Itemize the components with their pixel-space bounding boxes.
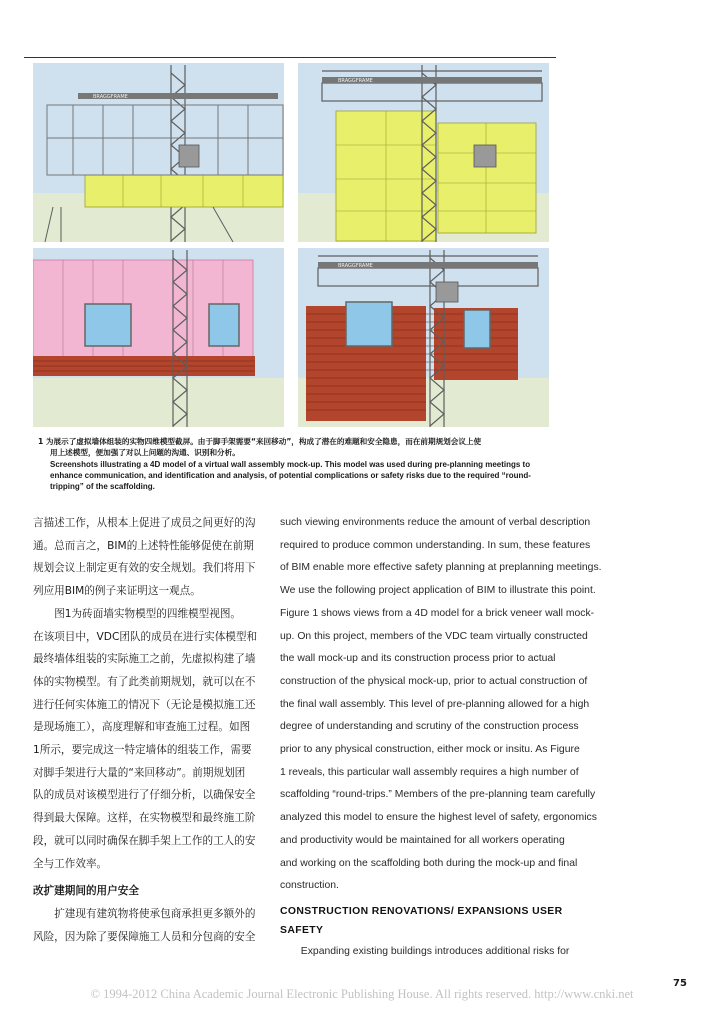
figure-panel-4-sign: BRAGGFRAME <box>338 263 373 269</box>
zh-line: 最终墙体组装的实际施工之前，先虚拟构建了墙 <box>33 653 256 666</box>
en-line: such viewing environments reduce the amount of verbal description <box>280 517 591 528</box>
en-line: analyzed this model to ensure the highest level of safety, ergonomics <box>280 812 597 824</box>
figure-panel-4-graphic <box>298 248 549 427</box>
en-line: degree of understanding and scrutiny of the construction process <box>280 721 579 733</box>
zh-line: 进行任何实体施工的情况下（无论是模拟施工还 <box>33 698 256 711</box>
caption-zh-line: 用上述模型，便加强了对以上问题的沟通、识别和分析。 <box>50 448 240 458</box>
zh-line: 通。总而言之，BIM的上述特性能够促使在前期 <box>33 539 254 552</box>
caption-en <box>38 459 553 493</box>
en-line: scaffolding “round-trips.” Members of the pre-planning team carefully <box>280 789 596 801</box>
en-line: the final wall assembly. This level of pre-planning allowed for a high <box>280 698 590 710</box>
en-section-heading: SAFETY <box>280 924 324 936</box>
zh-line: 在该项目中，VDC团队的成员在进行实体模型和 <box>33 630 258 643</box>
zh-line: 扩建现有建筑物将使承包商承担更多额外的 <box>54 907 256 920</box>
en-line: of BIM enable more effective safety planning at preplanning meetings. <box>280 562 602 574</box>
en-line: construction of the physical mock-up, prior to actual construction of <box>280 675 588 687</box>
figure-panel-brick <box>298 248 549 427</box>
en-line: and working on the scaffolding both during the mock-up and final <box>280 857 578 869</box>
en-line: We use the following project application of BIM to illustrate this point. <box>280 585 596 597</box>
en-line: 1 reveals, this particular wall assembly requires a high number of <box>280 766 579 778</box>
zh-line: 队的成员对该模型进行了仔细分析，以确保安全 <box>33 789 256 802</box>
chinese-column <box>33 512 269 948</box>
zh-line: 规划会议上制定更有效的安全规划。我们将用下 <box>33 562 256 575</box>
en-line: and productivity would be maintained for all workers operating <box>280 834 565 846</box>
zh-line: 图1为砖面墙实物模型的四维模型视图。 <box>54 607 242 620</box>
caption-zh <box>38 436 553 459</box>
en-line: up. On this project, members of the VDC team virtually constructed <box>280 630 588 642</box>
figure-panel-1-sign: BRAGGFRAME <box>93 94 128 100</box>
zh-line: 体的实物模型。有了此类前期规划，就可以在不 <box>33 675 256 688</box>
figure-panel-3-graphic <box>33 248 284 427</box>
zh-line: 段，就可以同时确保在脚手架上工作的工人的安 <box>33 834 256 847</box>
caption-en-line: Screenshots illustrating a 4D model of a virtual wall assembly mock-up. This model was used during pre-planning meetings to <box>50 459 531 469</box>
figure-panel-air-barrier <box>33 248 284 427</box>
en-line: the wall mock-up and its construction process prior to actual <box>280 653 556 665</box>
header-rule <box>24 57 556 58</box>
en-line: Figure 1 shows views from a 4D model for a brick veneer wall mock- <box>280 607 595 619</box>
en-line: Expanding existing buildings introduces additional risks for <box>300 945 570 957</box>
zh-line: 得到最大保障。这样，在实物模型和最终施工阶 <box>33 812 256 825</box>
english-column <box>280 512 603 964</box>
caption-en-line: tripping” of the scaffolding. <box>50 482 155 492</box>
zh-line: 列应用BIM的例子来证明这一观点。 <box>33 585 201 598</box>
copyright-footer: © 1994-2012 China Academic Journal Electronic Publishing House. All rights reserved. http://www.cnki.net <box>90 987 634 1001</box>
zh-line: 全与工作效率。 <box>33 857 108 870</box>
figure-panel-1-graphic <box>33 63 284 242</box>
figure-panel-2-graphic <box>298 63 549 242</box>
zh-line: 对脚手架进行大量的“来回移动”。前期规划团 <box>33 766 246 779</box>
en-line: required to produce common understanding. In sum, these features <box>280 539 591 551</box>
zh-line: 1所示，要完成这一特定墙体的组装工作，需要 <box>33 744 252 757</box>
figure-caption <box>38 436 553 492</box>
zh-line: 风险，因为除了要保障施工人员和分包商的安全 <box>33 930 256 943</box>
figure-panel-2-sign: BRAGGFRAME <box>338 78 373 84</box>
en-section-heading: CONSTRUCTION RENOVATIONS/ EXPANSIONS USER <box>280 905 563 917</box>
caption-zh-line: 1 为展示了虚拟墙体组装的实物四维模型截屏。由于脚手架需要“来回移动”，构成了潜在的难题和安全隐患，而在前期规划会议上使 <box>38 437 482 446</box>
en-line: construction. <box>280 880 339 892</box>
page-number: 75 <box>673 978 687 989</box>
caption-en-line: enhance communication, and identification and analysis, of potential complications or safety risks due to the required “round- <box>50 471 531 481</box>
figure-panel-sheathing <box>298 63 549 242</box>
zh-line: 言描述工作，从根本上促进了成员之间更好的沟 <box>33 517 256 529</box>
zh-line: 是现场施工），高度理解和审查施工过程。如图 <box>33 721 251 734</box>
figure-panel-insulation <box>33 63 284 242</box>
en-line: prior to any physical construction, either mock or insitu. As Figure <box>280 744 580 756</box>
zh-section-heading: 改扩建期间的用户安全 <box>33 885 139 898</box>
